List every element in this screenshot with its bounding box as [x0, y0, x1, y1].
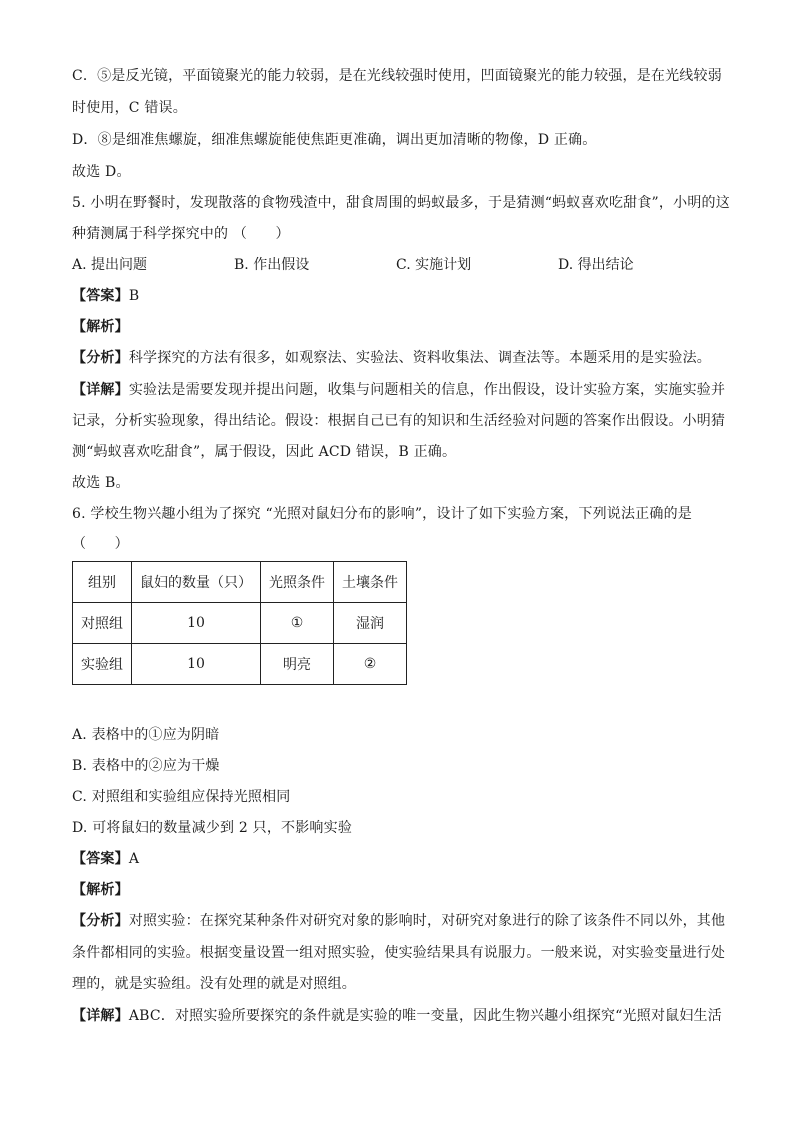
answer-tag: 【答案】	[72, 288, 129, 304]
table-cell: ①	[261, 603, 334, 644]
q4-option-d-explanation: D．⑧是细准焦螺旋，细准焦螺旋能使焦距更准确，调出更加清晰的物像，D 正确。	[72, 132, 597, 148]
q5-option-c: C. 实施计划	[396, 257, 472, 273]
q6-analysis-tag	[72, 880, 732, 900]
q4-option-c-explanation-line2: 时使用，C 错误。	[72, 100, 187, 116]
q5-conclusion: 故选 B。	[72, 475, 130, 491]
q5-xiangjie-line3: 测“蚂蚁喜欢吃甜食”，属于假设，因此 ACD 错误，B 正确。	[72, 444, 457, 460]
table-cell: ②	[334, 644, 407, 685]
xiangjie-tag: 【详解】	[72, 1008, 129, 1024]
q6-fenxi-line1	[72, 911, 732, 931]
fenxi-tag: 【分析】	[72, 913, 129, 929]
q6-option-d: D. 可将鼠妇的数量减少到 2 只，不影响实验	[72, 820, 353, 836]
q5-xiangjie-line1	[72, 380, 732, 400]
answer-value: A	[128, 851, 140, 867]
table-header-cell: 鼠妇的数量（只）	[132, 562, 261, 603]
fenxi-text: 科学探究的方法有很多，如观察法、实验法、资料收集法、调查法等。本题采用的是实验法。	[128, 350, 712, 366]
experiment-table	[72, 561, 407, 685]
xiangjie-text: ABC．对照实验所要探究的条件就是实验的唯一变量，因此生物兴趣小组探究“光照对鼠妇生活	[128, 1008, 722, 1024]
table-row	[73, 603, 407, 644]
q6-option-b: B. 表格中的②应为干燥	[72, 758, 220, 774]
fenxi-text: 对照实验：在探究某种条件对研究对象的影响时，对研究对象进行的除了该条件不同以外，其他	[128, 913, 726, 929]
q5-stem-line1: 5. 小明在野餐时，发现散落的食物残渣中，甜食周围的蚂蚁最多，于是猜测“蚂蚁喜欢吃甜食”，小明的这	[72, 195, 730, 211]
table-cell: 实验组	[73, 644, 132, 685]
q6-answer	[72, 849, 732, 869]
q5-answer	[72, 286, 732, 306]
q5-option-d: D. 得出结论	[558, 257, 634, 273]
table-cell: 明亮	[261, 644, 334, 685]
q5-fenxi	[72, 348, 732, 368]
table-header-cell: 土壤条件	[334, 562, 407, 603]
q5-option-b: B. 作出假设	[234, 257, 310, 273]
q5-stem-line2: 种猜测属于科学探究中的 （ ）	[72, 226, 290, 242]
table-cell: 对照组	[73, 603, 132, 644]
q6-fenxi-line2: 条件都相同的实验。根据变量设置一组对照实验，使实验结果具有说服力。一般来说，对实验变量进行处	[72, 945, 726, 961]
q4-option-c-explanation-line1: C．⑤是反光镜，平面镜聚光的能力较弱，是在光线较强时使用，凹面镜聚光的能力较强，是在光线较弱	[72, 68, 722, 84]
q6-option-a: A. 表格中的①应为阴暗	[72, 727, 220, 743]
answer-tag: 【答案】	[72, 851, 129, 867]
xiangjie-tag: 【详解】	[72, 382, 129, 398]
q6-stem-line2: （ ）	[72, 536, 129, 552]
table-header-cell: 光照条件	[261, 562, 334, 603]
q4-conclusion: 故选 D。	[72, 164, 131, 180]
q6-xiangjie-line1	[72, 1006, 732, 1026]
xiangjie-text: 实验法是需要发现并提出问题，收集与问题相关的信息，作出假设，设计实验方案，实施实验并	[128, 382, 726, 398]
answer-value: B	[128, 288, 140, 304]
table-cell: 10	[132, 603, 261, 644]
table-header-row	[73, 562, 407, 603]
q5-xiangjie-line2: 记录，分析实验现象，得出结论。假设：根据自己已有的知识和生活经验对问题的答案作出假设。小明猜	[72, 413, 726, 429]
q5-option-a: A. 提出问题	[72, 257, 148, 273]
table-cell: 湿润	[334, 603, 407, 644]
q5-analysis-tag	[72, 317, 732, 337]
analysis-tag: 【解析】	[72, 882, 129, 898]
q6-fenxi-line3: 理的，就是实验组。没有处理的就是对照组。	[72, 976, 356, 992]
table-cell: 10	[132, 644, 261, 685]
q6-option-c: C. 对照组和实验组应保持光照相同	[72, 789, 291, 805]
fenxi-tag: 【分析】	[72, 350, 129, 366]
table-row	[73, 644, 407, 685]
table-header-cell: 组别	[73, 562, 132, 603]
analysis-tag: 【解析】	[72, 319, 129, 335]
q6-stem-line1: 6. 学校生物兴趣小组为了探究 “光照对鼠妇分布的影响”，设计了如下实验方案，下列说法正确的是	[72, 506, 692, 522]
